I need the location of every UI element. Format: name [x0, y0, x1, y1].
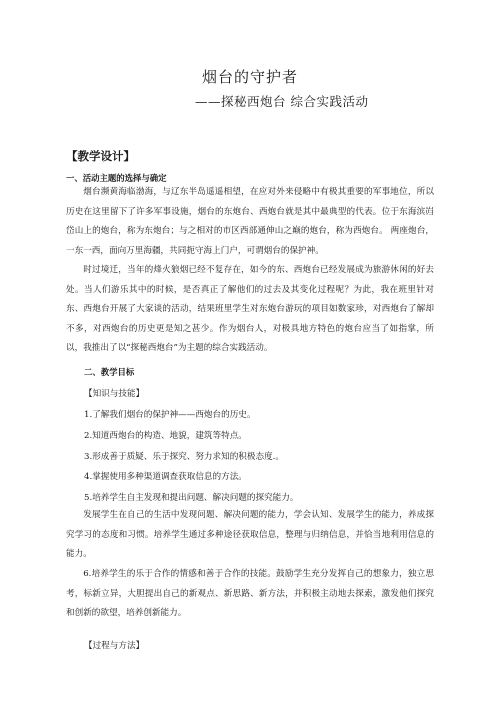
goal-item: 5.培养学生自主发现和提出问题、解决问题的探究能力。	[84, 493, 299, 503]
paragraph-cooperation: 6.培养学生的乐于合作的情感和善于合作的技能。鼓励学生充分发挥自己的想象力，独立思考，标新立异，大胆提出自己的新观点、新思路、新方法，并积极主动地去探索，激发他们探究和创新的欲望，培养创新能力。	[66, 569, 434, 618]
heading-teaching-goals: 二、教学目标	[84, 367, 135, 377]
document-title: 烟台的守护者	[201, 68, 298, 86]
heading-topic-selection: 一、活动主题的选择与确定	[66, 173, 167, 183]
document-subtitle: ——探秘西炮台 综合实践活动	[195, 94, 369, 109]
goal-item: 3.形成善于质疑、乐于探究、努力求知的积极态度.。	[84, 452, 284, 462]
section-heading: 【教学设计】	[66, 149, 135, 163]
paragraph-background: 时过境迁，当年的烽火狼烟已经不复存在，如今的东、西炮台已经发展成为旅游休闲的好去处。当人们游乐其中的时候，是否真正了解他们的过去及其变化过程呢？为此，我在班里针对东、西炮台开展了大家谈的活动，结果班里学生对东炮台游玩的项目如数家珍，对西炮台了解却不多，对西炮台的历史更是知之甚少。作为烟台人，对极具地方特色的炮台应当了如指掌，所以，我推出了以“探秘西炮台”为主题的综合实践活动。	[66, 265, 434, 353]
paragraph-abilities: 发展学生在自己的生活中发现问题、解决问题的能力，学会认知、发展学生的能力，养成探究学习的态度和习惯。培养学生通过多种途径获取信息，整理与归纳信息，并恰当地利用信息的能力。	[66, 510, 434, 559]
goal-item: 1.了解我们烟台的保护神——西炮台的历史。	[84, 410, 256, 420]
goal-item: 2.知道西炮台的构造、地貌，建筑等特点。	[84, 431, 247, 441]
paragraph-intro: 烟台濒黄海临渤海，与辽东半岛遥遥相望，在应对外来侵略中有极其重要的军事地位，所以历史在这里留下了许多军事设施，烟台的东炮台、西炮台就是其中最典型的代表。位于东海滨岿岱山上的炮台，称为东炮台；与之相对的市区西部通伸山之巅的炮台，称为西炮台。 两座炮台，一东一西，面向万里海疆，共同扼守海上门户，可谓烟台的保护神。	[66, 187, 434, 256]
subheading-process-methods: 【过程与方法】	[84, 641, 145, 651]
goal-item: 4.掌握使用多种渠道调查获取信息的方法。	[84, 472, 247, 482]
subheading-knowledge-skills: 【知识与技能】	[84, 389, 145, 399]
